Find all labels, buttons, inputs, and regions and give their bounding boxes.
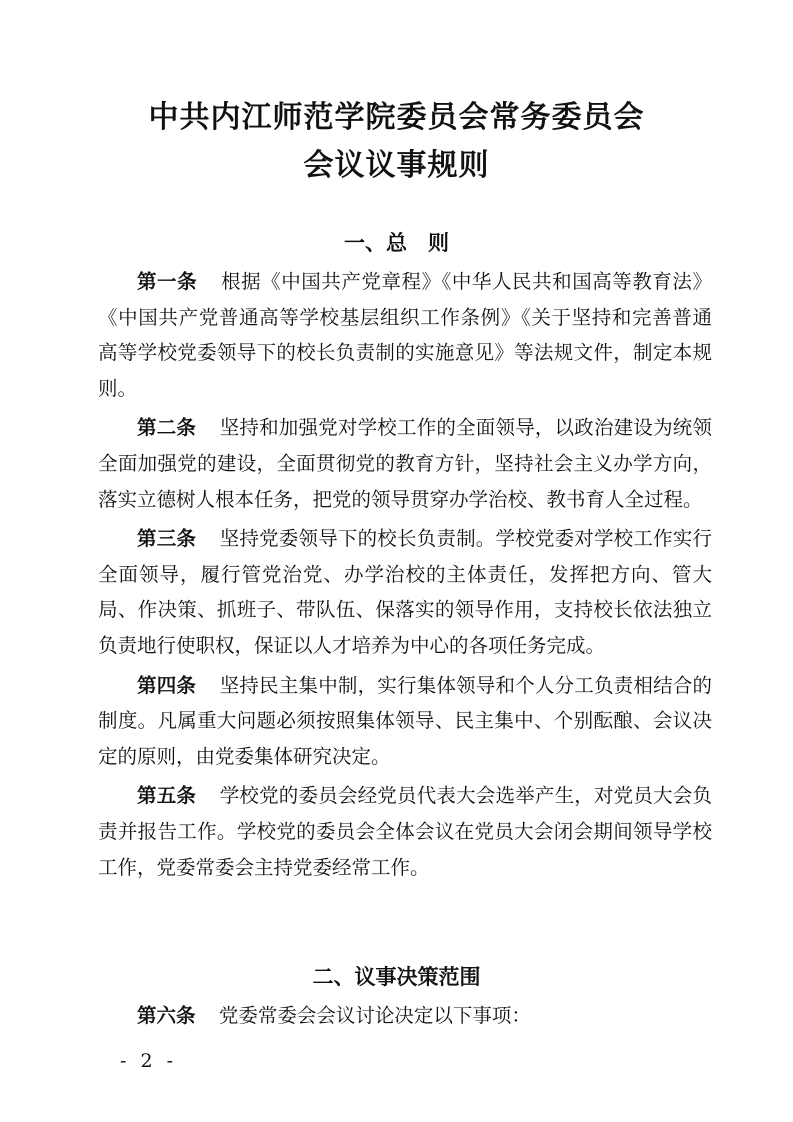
section2-body xyxy=(98,998,712,1034)
article-5-label: 第五条 xyxy=(137,784,197,808)
article-1 xyxy=(98,264,712,406)
article-6-label: 第六条 xyxy=(137,1004,196,1027)
article-6 xyxy=(98,998,712,1034)
article-1-label: 第一条 xyxy=(137,270,198,293)
article-5-text: 学校党的委员会经党员代表大会选举产生，对党员大会负责并报告工作。学校党的委员会全体会议在党员大会闭会期间领导学校工作，党委常委会主持党委经常工作。 xyxy=(98,784,712,879)
section-heading-scope: 二、议事决策范围 xyxy=(312,964,481,989)
article-4-label: 第四条 xyxy=(137,673,197,697)
article-6-text: 党委常委会会议讨论决定以下事项： xyxy=(218,1004,531,1027)
page-number: - 2 - xyxy=(120,1050,178,1072)
article-2 xyxy=(98,410,712,517)
article-4 xyxy=(98,668,712,775)
article-2-text: 坚持和加强党对学校工作的全面领导，以政治建设为统领全面加强党的建设，全面贯彻党的教育方针，坚持社会主义办学方向，落实立德树人根本任务，把党的领导贯穿办学治校、教书育人全过程。 xyxy=(98,416,712,511)
section1-body xyxy=(98,264,712,885)
document-title-line2: 会议议事规则 xyxy=(303,148,490,183)
article-3-text: 坚持党委领导下的校长负责制。学校党委对学校工作实行全面领导，履行管党治党、办学治校的主体责任，发挥把方向、管大局、作决策、抓班子、带队伍、保落实的领导作用，支持校长依法独立负责地行使职权，保证以人才培养为中心的各项任务完成。 xyxy=(98,527,712,657)
article-3-label: 第三条 xyxy=(137,527,197,551)
document-title-line1: 中共内江师范学院委员会常务委员会 xyxy=(148,100,645,135)
article-5 xyxy=(98,778,712,885)
section-heading-general: 一、总 则 xyxy=(344,230,449,255)
article-4-text: 坚持民主集中制，实行集体领导和个人分工负责相结合的制度。凡属重大问题必须按照集体领导、民主集中、个别酝酿、会议决定的原则，由党委集体研究决定。 xyxy=(98,673,712,768)
article-1-text: 根据《中国共产党章程》《中华人民共和国高等教育法》《中国共产党普通高等学校基层组织工作条例》《关于坚持和完善普通高等学校党委领导下的校长负责制的实施意见》等法规文件，制定本规则。 xyxy=(98,270,712,400)
article-2-label: 第二条 xyxy=(137,416,197,440)
article-3 xyxy=(98,521,712,663)
